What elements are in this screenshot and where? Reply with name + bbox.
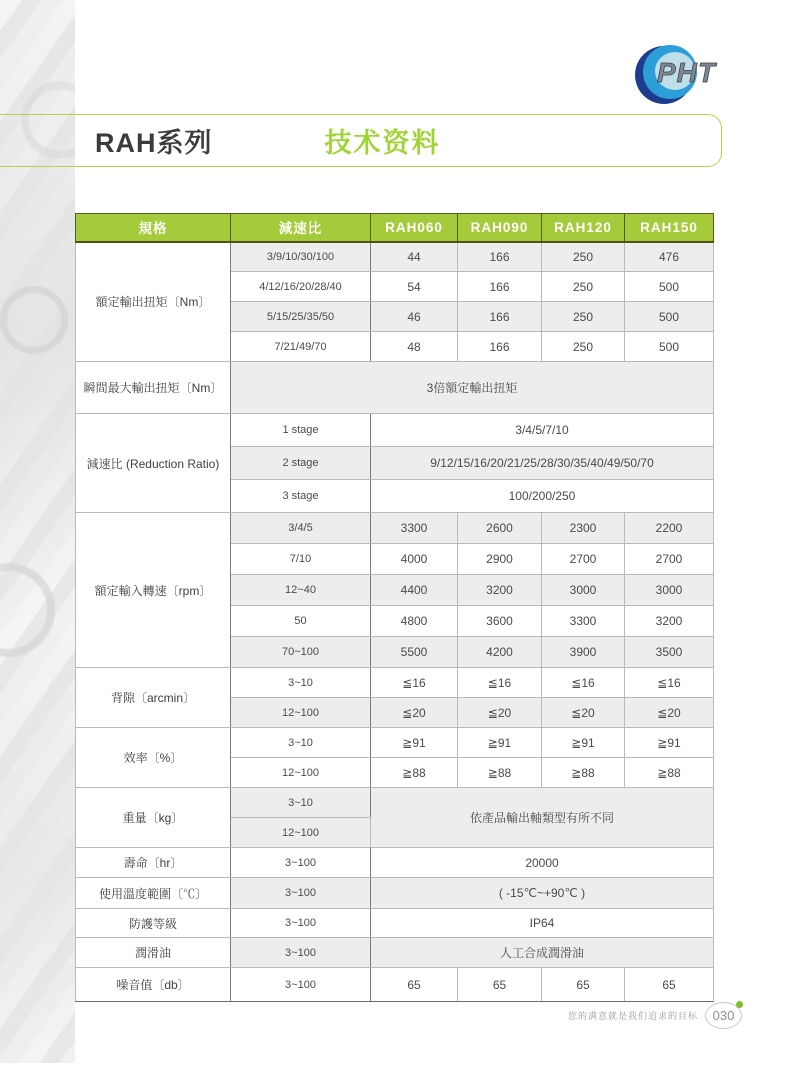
spec-label: 重量〔kg〕 xyxy=(76,788,231,848)
value-cell: 20000 xyxy=(371,848,714,878)
table-row xyxy=(76,909,714,938)
spec-label: 使用溫度範圍〔℃〕 xyxy=(76,878,231,909)
table-row xyxy=(76,414,714,447)
value-cell: ≧91 xyxy=(458,728,542,758)
value-cell: 4200 xyxy=(458,637,542,668)
value-cell: ≧88 xyxy=(371,758,458,788)
table-row xyxy=(76,938,714,968)
value-cell: 2700 xyxy=(625,544,714,575)
column-header: RAH090 xyxy=(458,214,542,242)
column-header: RAH060 xyxy=(371,214,458,242)
table-row xyxy=(76,362,714,414)
table-row xyxy=(76,788,714,818)
value-cell: 250 xyxy=(542,302,625,332)
ratio-cell: 3~100 xyxy=(231,909,371,938)
ratio-cell: 7/21/49/70 xyxy=(231,332,371,362)
value-cell: 166 xyxy=(458,272,542,302)
title-banner xyxy=(0,114,722,167)
footer-slogan: 您的满意就是我们追求的目标 xyxy=(567,1011,698,1021)
table-section xyxy=(76,909,714,938)
ratio-cell: 70~100 xyxy=(231,637,371,668)
value-cell: ≧91 xyxy=(625,728,714,758)
value-cell: ≦20 xyxy=(458,698,542,728)
value-cell: 3200 xyxy=(625,606,714,637)
ratio-cell: 3~10 xyxy=(231,728,371,758)
spec-label: 效率〔%〕 xyxy=(76,728,231,788)
ratio-cell: 4/12/16/20/28/40 xyxy=(231,272,371,302)
page-footer xyxy=(568,1002,742,1029)
value-cell: 65 xyxy=(542,968,625,1002)
ratio-cell: 5/15/25/35/50 xyxy=(231,302,371,332)
logo-text: PHT xyxy=(657,57,716,88)
value-cell: 3600 xyxy=(458,606,542,637)
spec-label: 背隙〔arcmin〕 xyxy=(76,668,231,728)
spec-label: 噪音值〔db〕 xyxy=(76,968,231,1002)
value-cell: 3900 xyxy=(542,637,625,668)
value-cell: ≧91 xyxy=(542,728,625,758)
value-cell: 3/4/5/7/10 xyxy=(371,414,714,447)
spec-label: 防護等級 xyxy=(76,909,231,938)
table-row xyxy=(76,668,714,698)
ratio-cell: 12~100 xyxy=(231,698,371,728)
ratio-cell: 7/10 xyxy=(231,544,371,575)
table-row xyxy=(76,728,714,758)
ratio-cell: 3~100 xyxy=(231,848,371,878)
table-row xyxy=(76,513,714,544)
value-cell: ≦16 xyxy=(542,668,625,698)
value-cell: ≧88 xyxy=(542,758,625,788)
table-section xyxy=(76,668,714,728)
table-row xyxy=(76,878,714,909)
value-cell: 2200 xyxy=(625,513,714,544)
column-header: RAH150 xyxy=(625,214,714,242)
value-cell: 3300 xyxy=(542,606,625,637)
value-cell: 3倍額定輸出扭矩 xyxy=(231,362,714,414)
value-cell: 500 xyxy=(625,332,714,362)
ratio-cell: 3~10 xyxy=(231,788,371,818)
value-cell: ( -15℃~+90℃ ) xyxy=(371,878,714,909)
table-section xyxy=(76,968,714,1002)
spec-table xyxy=(75,213,714,1002)
value-cell: 48 xyxy=(371,332,458,362)
value-cell: 4400 xyxy=(371,575,458,606)
value-cell: 2700 xyxy=(542,544,625,575)
value-cell: 65 xyxy=(625,968,714,1002)
value-cell: 2600 xyxy=(458,513,542,544)
value-cell: 500 xyxy=(625,272,714,302)
value-cell: 250 xyxy=(542,242,625,272)
table-row xyxy=(76,968,714,1002)
value-cell: ≦16 xyxy=(625,668,714,698)
value-cell: 100/200/250 xyxy=(371,480,714,513)
table-row xyxy=(76,242,714,272)
table-section xyxy=(76,513,714,668)
table-header-row xyxy=(76,214,714,242)
ratio-cell: 2 stage xyxy=(231,447,371,480)
value-cell: ≦16 xyxy=(458,668,542,698)
table-section xyxy=(76,938,714,968)
value-cell: 166 xyxy=(458,332,542,362)
spec-label: 潤滑油 xyxy=(76,938,231,968)
ratio-cell: 1 stage xyxy=(231,414,371,447)
value-cell: 2900 xyxy=(458,544,542,575)
spec-label: 減速比 (Reduction Ratio) xyxy=(76,414,231,513)
table-row xyxy=(76,848,714,878)
table-section xyxy=(76,414,714,513)
ratio-cell: 3/4/5 xyxy=(231,513,371,544)
ratio-cell: 3~100 xyxy=(231,968,371,1002)
column-header: 減速比 xyxy=(231,214,371,242)
value-cell: 54 xyxy=(371,272,458,302)
value-cell: 46 xyxy=(371,302,458,332)
value-cell: 9/12/15/16/20/21/25/28/30/35/40/49/50/70 xyxy=(371,447,714,480)
table-section xyxy=(76,848,714,878)
spec-label: 額定輸入轉速〔rpm〕 xyxy=(76,513,231,668)
doc-title: 技术资料 xyxy=(324,128,441,158)
table-section xyxy=(76,362,714,414)
value-cell: 5500 xyxy=(371,637,458,668)
spec-label: 額定輸出扭矩〔Nm〕 xyxy=(76,242,231,362)
value-cell: 2300 xyxy=(542,513,625,544)
value-cell: 依產品輸出軸類型有所不同 xyxy=(371,788,714,848)
value-cell: 250 xyxy=(542,332,625,362)
value-cell: ≧88 xyxy=(625,758,714,788)
value-cell: 3500 xyxy=(625,637,714,668)
value-cell: ≦20 xyxy=(625,698,714,728)
value-cell: ≦16 xyxy=(371,668,458,698)
ratio-cell: 12~100 xyxy=(231,818,371,848)
ratio-cell: 12~40 xyxy=(231,575,371,606)
value-cell: 166 xyxy=(458,302,542,332)
ratio-cell: 3/9/10/30/100 xyxy=(231,242,371,272)
value-cell: 166 xyxy=(458,242,542,272)
value-cell: 500 xyxy=(625,302,714,332)
value-cell: 65 xyxy=(371,968,458,1002)
ratio-cell: 50 xyxy=(231,606,371,637)
spec-label: 壽命〔hr〕 xyxy=(76,848,231,878)
value-cell: 44 xyxy=(371,242,458,272)
pht-logo-icon xyxy=(633,42,751,106)
value-cell: 250 xyxy=(542,272,625,302)
table-section xyxy=(76,878,714,909)
value-cell: 65 xyxy=(458,968,542,1002)
value-cell: 3300 xyxy=(371,513,458,544)
column-header: 規格 xyxy=(76,214,231,242)
value-cell: ≧88 xyxy=(458,758,542,788)
spec-label: 瞬間最大輸出扭矩〔Nm〕 xyxy=(76,362,231,414)
ratio-cell: 3~100 xyxy=(231,878,371,909)
value-cell: 4000 xyxy=(371,544,458,575)
value-cell: ≦20 xyxy=(542,698,625,728)
ratio-cell: 3~100 xyxy=(231,938,371,968)
green-dot-icon xyxy=(736,1001,743,1008)
page-number-badge xyxy=(705,1002,742,1029)
column-header: RAH120 xyxy=(542,214,625,242)
value-cell: 476 xyxy=(625,242,714,272)
series-title: RAH系列 xyxy=(95,128,213,158)
value-cell: 人工合成潤滑油 xyxy=(371,938,714,968)
ratio-cell: 3~10 xyxy=(231,668,371,698)
table-section xyxy=(76,728,714,788)
table-section xyxy=(76,242,714,362)
value-cell: 3000 xyxy=(542,575,625,606)
ratio-cell: 12~100 xyxy=(231,758,371,788)
value-cell: 3200 xyxy=(458,575,542,606)
ratio-cell: 3 stage xyxy=(231,480,371,513)
table-section xyxy=(76,788,714,848)
value-cell: 4800 xyxy=(371,606,458,637)
value-cell: ≦20 xyxy=(371,698,458,728)
value-cell: IP64 xyxy=(371,909,714,938)
page-number: 030 xyxy=(712,1008,735,1023)
value-cell: ≧91 xyxy=(371,728,458,758)
value-cell: 3000 xyxy=(625,575,714,606)
